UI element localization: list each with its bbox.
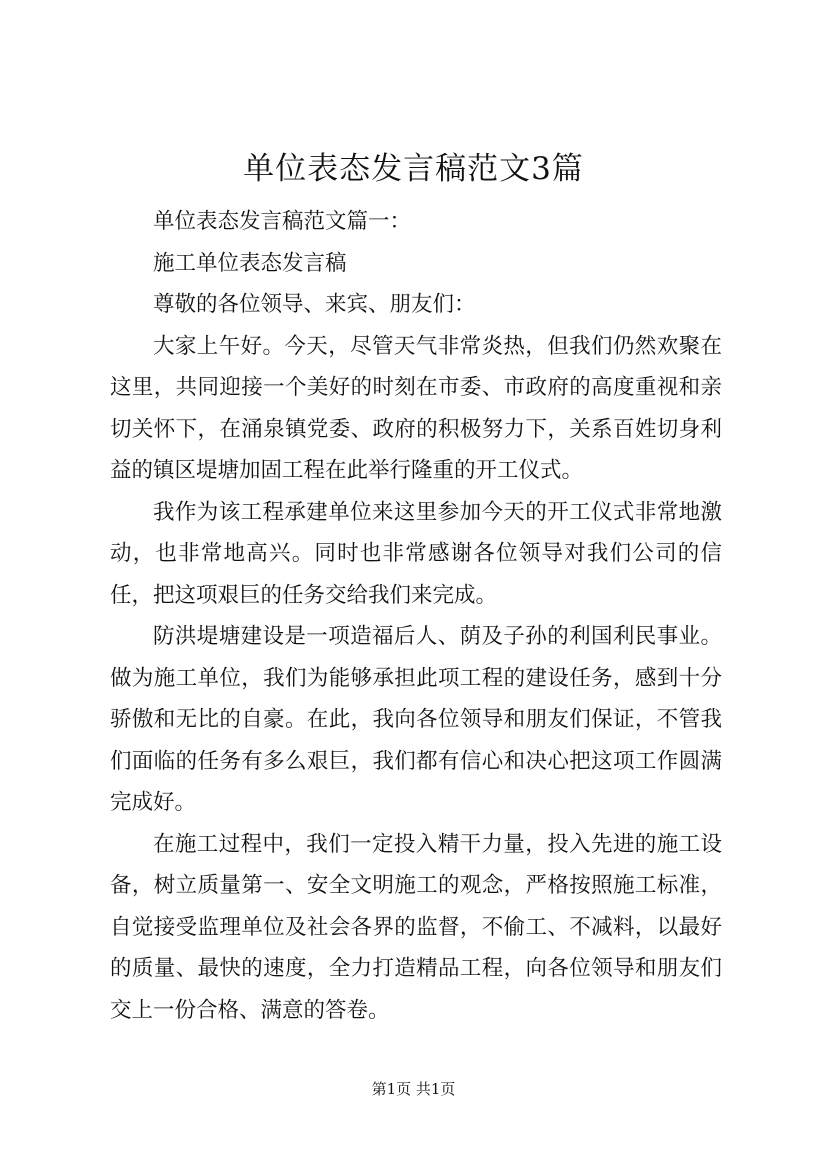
paragraph: 防洪堤塘建设是一项造福后人、荫及子孙的利国利民事业。做为施工单位，我们为能够承担此项工程的建设任务，感到十分骄傲和无比的自豪。在此，我向各位领导和朋友们保证，不管我们面临的任务有多么艰巨，我们都有信心和决心把这项工作圆满完成好。 — [110, 624, 722, 815]
paragraph: 大家上午好。今天，尽管天气非常炎热，但我们仍然欢聚在这里，共同迎接一个美好的时刻在市委、市政府的高度重视和亲切关怀下，在涌泉镇党委、政府的积极努力下，关系百姓切身利益的镇区堤塘加固工程在此举行隆重的开工仪式。 — [110, 333, 722, 483]
paragraph: 在施工过程中，我们一定投入精干力量，投入先进的施工设备，树立质量第一、安全文明施工的观念，严格按照施工标准，自觉接受监理单位及社会各界的监督，不偷工、不减料，以最好的质量、最快的速度，全力打造精品工程，向各位领导和朋友们交上一份合格、满意的答卷。 — [110, 831, 722, 1023]
page-footer: 第1页 共1页 — [371, 1080, 456, 1098]
document-title: 单位表态发言稿范文3篇 — [243, 151, 584, 187]
paragraph-salutation: 尊敬的各位领导、来宾、朋友们： — [153, 292, 476, 317]
paragraph-subtitle: 单位表态发言稿范文篇一： — [153, 209, 412, 234]
paragraph: 我作为该工程承建单位来这里参加今天的开工仪式非常地激动，也非常地高兴。同时也非常感谢各位领导对我们公司的信任，把这项艰巨的任务交给我们来完成。 — [110, 499, 722, 608]
paragraph-heading: 施工单位表态发言稿 — [153, 250, 347, 276]
document-body — [110, 201, 722, 1031]
